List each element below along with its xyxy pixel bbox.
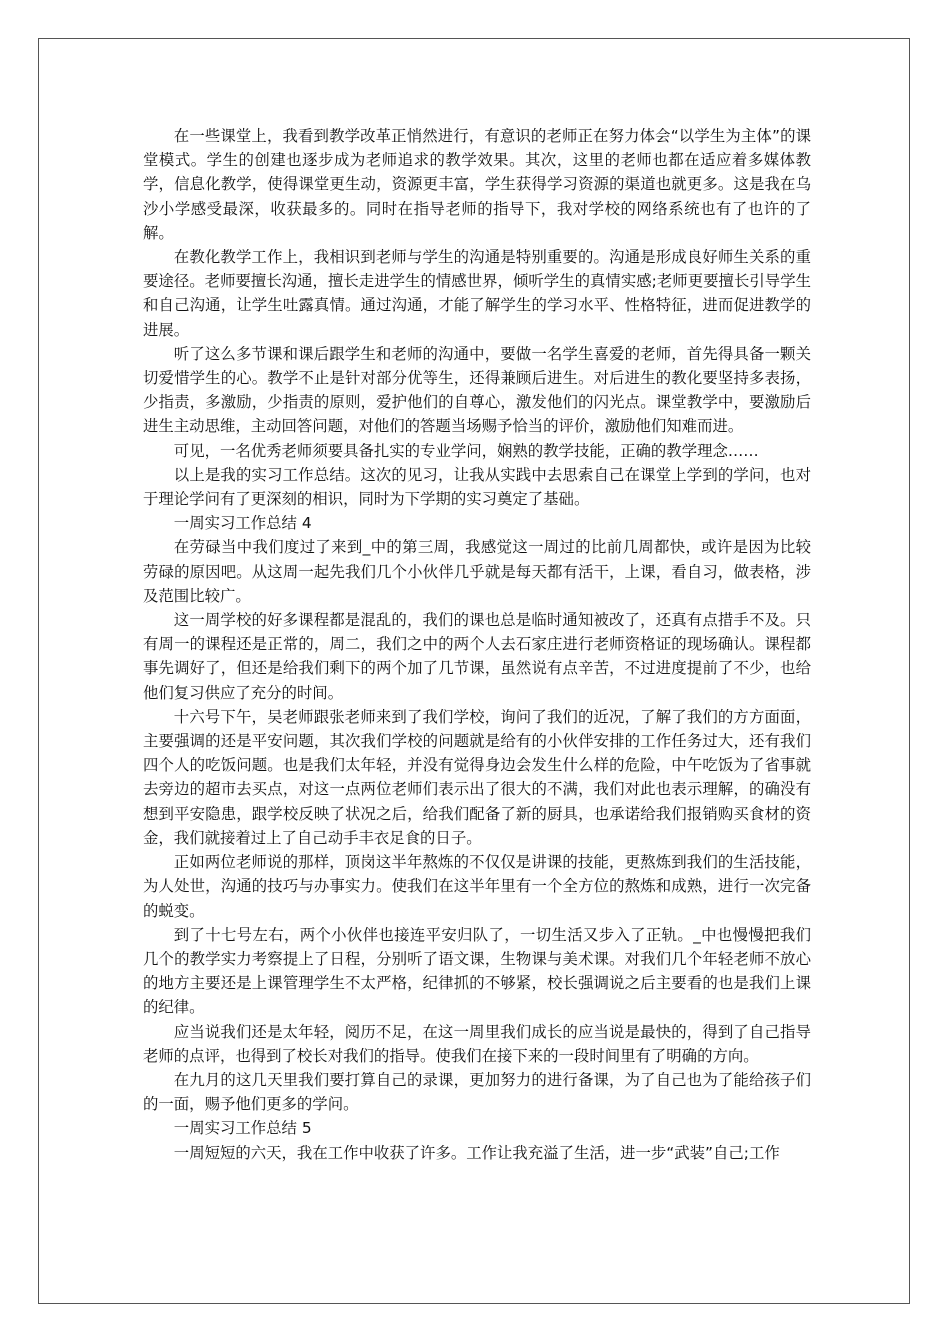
paragraph: 到了十七号左右，两个小伙伴也接连平安归队了，一切生活又步入了正轨。_中也慢慢把我们几个的教学实力考察提上了日程，分别听了语文课，生物课与美术课。对我们几个年轻老师不放心的地方主要还是上课管理学生不太严格，纪律抓的不够紧，校长强调说之后主要看的也是我们上课的纪律。 [143, 925, 811, 1017]
paragraph: 十六号下午，吴老师跟张老师来到了我们学校，询问了我们的近况，了解了我们的方方面面，主要强调的还是平安问题，其次我们学校的问题就是给有的小伙伴安排的工作任务过大，还有我们四个人的吃饭问题。也是我们太年轻，并没有觉得身边会发生什么样的危险，中午吃饭为了省事就去旁边的超市去买点，对这一点两位老师们表示出了很大的不满，我们对此也表示理解，的确没有想到平安隐患，跟学校反映了状况之后，给我们配备了新的厨具，也承诺给我们报销购买食材的资金，我们就接着过上了自己动手丰衣足食的日子。 [143, 707, 811, 847]
paragraph: 可见，一名优秀老师须要具备扎实的专业学问，娴熟的教学技能，正确的教学理念…… [173, 441, 759, 460]
section-heading: 一周实习工作总结 5 [173, 1119, 312, 1138]
document-body [143, 124, 811, 1165]
paragraph: 在劳碌当中我们度过了来到_中的第三周，我感觉这一周过的比前几周都快，或许是因为比较劳碌的原因吧。从这周一起先我们几个小伙伴几乎就是每天都有活干，上课，看自习，做表格，涉及范围比较广。 [143, 538, 811, 605]
paragraph: 正如两位老师说的那样，顶岗这半年熬炼的不仅仅是讲课的技能，更熬炼到我们的生活技能，为人处世，沟通的技巧与办事实力。使我们在这半年里有一个全方位的熬炼和成熟，进行一次完备的蜕变。 [143, 853, 811, 920]
paragraph: 应当说我们还是太年轻，阅历不足，在这一周里我们成长的应当说是最快的，得到了自己指导老师的点评，也得到了校长对我们的指导。使我们在接下来的一段时间里有了明确的方向。 [143, 1022, 811, 1065]
paragraph: 听了这么多节课和课后跟学生和老师的沟通中，要做一名学生喜爱的老师，首先得具备一颗关切爱惜学生的心。教学不止是针对部分优等生，还得兼顾后进生。对后进生的教化要坚持多表扬，少指责，多激励，少指责的原则，爱护他们的自尊心，激发他们的闪光点。课堂教学中，要激励后进生主动思维，主动回答问题，对他们的答题当场赐予恰当的评价，激励他们知难而进。 [143, 344, 811, 436]
paragraph: 这一周学校的好多课程都是混乱的，我们的课也总是临时通知被改了，还真有点措手不及。只有周一的课程还是正常的，周二，我们之中的两个人去石家庄进行老师资格证的现场确认。课程都事先调好了，但还是给我们剩下的两个加了几节课，虽然说有点辛苦，不过进度提前了不少，也给他们复习供应了充分的时间。 [143, 611, 811, 702]
paragraph: 以上是我的实习工作总结。这次的见习，让我从实践中去思索自己在课堂上学到的学问，也对于理论学问有了更深刻的相识，同时为下学期的实习奠定了基础。 [143, 465, 811, 509]
paragraph: 在九月的这几天里我们要打算自己的录课，更加努力的进行备课，为了自己也为了能给孩子们的一面，赐予他们更多的学问。 [143, 1070, 811, 1114]
paragraph: 在教化教学工作上，我相识到老师与学生的沟通是特别重要的。沟通是形成良好师生关系的重要途径。老师要擅长沟通，擅长走进学生的情感世界，倾听学生的真情实感;老师更要擅长引导学生和自己沟通，让学生吐露真情。通过沟通，才能了解学生的学习水平、性格特征，进而促进教学的进展。 [143, 248, 811, 339]
paragraph: 在一些课堂上，我看到教学改革正悄然进行，有意识的老师正在努力体会“以学生为主体”的课堂模式。学生的创建也逐步成为老师追求的教学效果。其次，这里的老师也都在适应着多媒体教学，信息化教学，使得课堂更生动，资源更丰富，学生获得学习资源的渠道也就更多。这是我在乌沙小学感受最深，收获最多的。同时在指导老师的指导下，我对学校的网络系统也有了也许的了解。 [143, 127, 811, 242]
section-heading: 一周实习工作总结 4 [173, 514, 312, 533]
paragraph: 一周短短的六天，我在工作中收获了许多。工作让我充溢了生活，进一步“武装”自己;工作 [173, 1143, 780, 1162]
